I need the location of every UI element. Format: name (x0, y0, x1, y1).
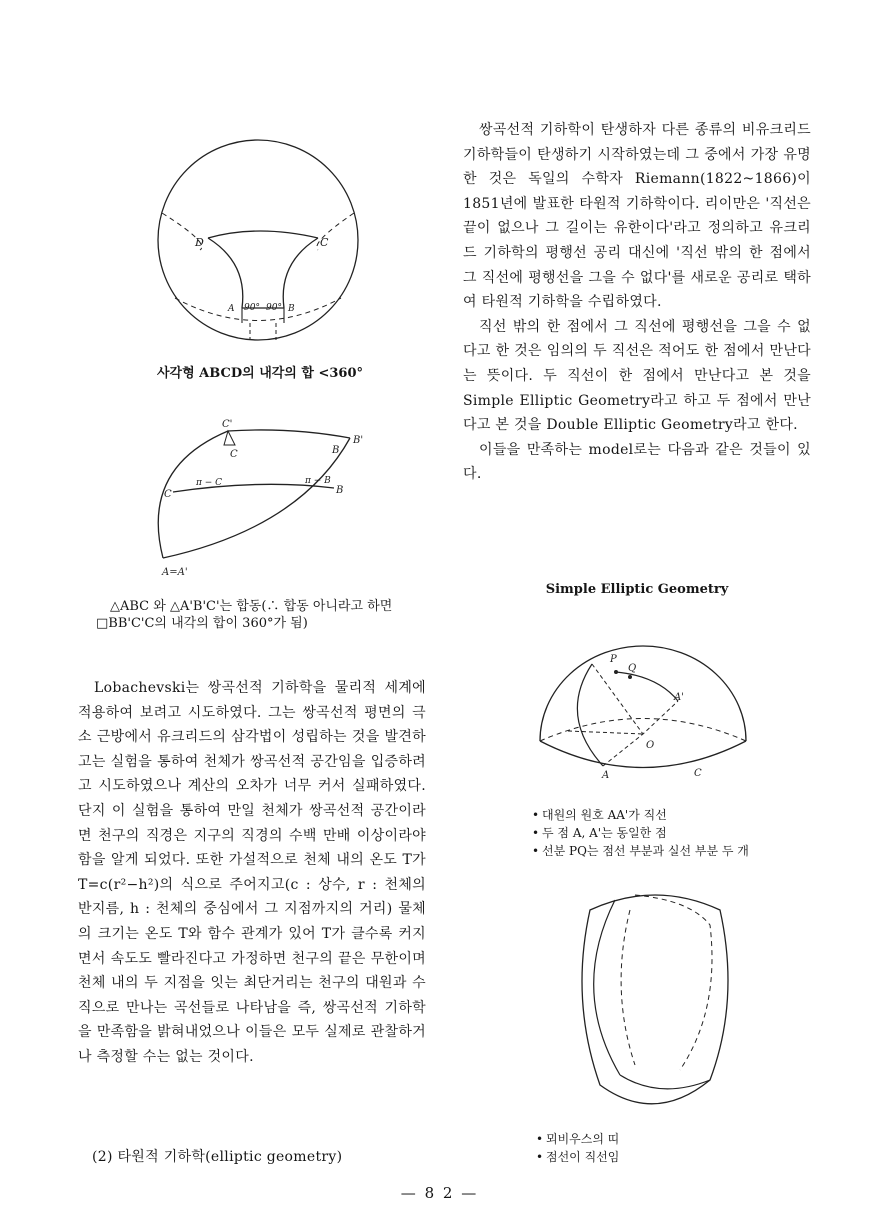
label-c: C (694, 768, 702, 779)
label-c: C (320, 236, 329, 249)
page-number: — 8 2 — (400, 1184, 479, 1202)
label-c-inner: C (230, 449, 238, 460)
label-a-equals-a-prime: A=A' (162, 567, 188, 578)
right-paragraph-models: 이들을 만족하는 model로는 다음과 같은 것들이 있다. (463, 441, 811, 483)
figure3-note: • 선분 PQ는 점선 부분과 실선 부분 두 개 (532, 842, 782, 860)
label-d: D (195, 236, 204, 249)
label-o: O (646, 740, 655, 751)
right-paragraph-riemann: 쌍곡선적 기하학이 탄생하자 다른 종류의 비유크리드 기하학들이 탄생하기 시작하였는데 그 중에서 가장 유명한 것은 독일의 수학자 Riemann(1822~1866)이 1851년에 발표한 타원적 기하학이다. 리이만은 '직선은 끝이 없으나 그 길이는 유한이다'라고 정의하고 유크리드 기하학의 평행선 공리 대신에 '직선 밖의 한 점에서 그 직선에 평행선을 그을 수 없다'를 새로운 공리로 택하여 타원적 기하학을 수립하였다. (463, 122, 811, 311)
label-a: A (228, 304, 235, 314)
figure4-note: • 점선이 직선임 (536, 1148, 776, 1166)
figure3-heading: Simple Elliptic Geometry (545, 582, 729, 597)
label-pi-minus-b: π − B (305, 476, 331, 486)
label-c-prime: C' (222, 419, 233, 430)
label-b-right: B (336, 485, 344, 496)
label-a-prime: A' (674, 692, 684, 703)
figure3-note: • 두 점 A, A'는 동일한 점 (532, 824, 782, 842)
figure-hemisphere-model (528, 636, 758, 786)
figure3-notes (532, 806, 782, 860)
figure-mobius-band (560, 880, 750, 1125)
figure4-notes (536, 1130, 776, 1166)
label-b-inner: B (332, 445, 340, 456)
figure4-note: • 뫼비우스의 띠 (536, 1130, 776, 1148)
figure1-caption: 사각형 ABCD의 내각의 합 <360° (156, 366, 364, 381)
left-column-subheading: (2) 타원적 기하학(elliptic geometry) (92, 1149, 343, 1165)
right-paragraph-definitions: 직선 밖의 한 점에서 그 직선에 평행선을 그을 수 없다고 한 것은 임의의 두 직선은 적어도 한 점에서 만난다는 뜻이다. 두 직선이 한 점에서 만난다고 본 것을 Simple Elliptic Geometry라고 하고 두 점에서 만난다고 본 것을 Double Elliptic Geometry라고 한다. (463, 318, 811, 434)
left-column-paragraph: Lobachevski는 쌍곡선적 기하학을 물리적 세계에 적용하여 보려고 시도하였다. 그는 쌍곡선적 평면의 극소 근방에서 유크리드의 삼각법이 성립하는 것을 발견하고는 실험을 통하여 천체가 쌍곡선적 공간임을 입증하려고 시도하였으나 계산의 오차가 너무 커서 실패하였다. 단지 이 실험을 통하여 만일 천체가 쌍곡선적 공간이라면 천구의 직경은 지구의 직경의 수백 만배 이상이라야 함을 알게 되었다. 또한 가설적으로 천체 내의 온도 T가 T=c(r²−h²)의 식으로 주어지고(c : 상수, r : 천체의 반지름, h : 천체의 중심에서 그 지점까지의 거리) 물체의 크기는 온도 T와 함수 관계가 있어 T가 클수록 커지면서 속도도 빨라진다고 가정하면 천구의 끝은 무한이며 천체 내의 두 지점을 잇는 최단거리는 천구의 대원과 수직으로 만나는 곡선들로 나타남을 즉, 쌍곡선적 기하학을 만족함을 밝혀내었으나 이들은 모두 실제로 관찰하거나 측정할 수는 없는 것이다. (78, 680, 426, 1065)
label-p: P (610, 654, 617, 665)
figure-quadrilateral-diagram (150, 128, 370, 353)
label-angle-90-a: 90° (244, 303, 260, 313)
label-pi-minus-c: π − C (196, 478, 223, 488)
label-q: Q (628, 663, 637, 674)
label-b-prime: B' (353, 435, 364, 446)
figure2-caption: △ABC 와 △A'B'C'는 합동(∴ 합동 아니라고 하면 □BB'C'C의 내각의 합이 360°가 됨) (96, 599, 393, 631)
label-c-left: C (164, 489, 172, 500)
label-angle-90-b: 90° (266, 303, 282, 313)
label-b: B (288, 304, 295, 314)
figure-congruent-triangles-diagram (140, 413, 380, 581)
label-a: A (602, 770, 610, 781)
figure3-note: • 대원의 원호 AA'가 직선 (532, 806, 782, 824)
